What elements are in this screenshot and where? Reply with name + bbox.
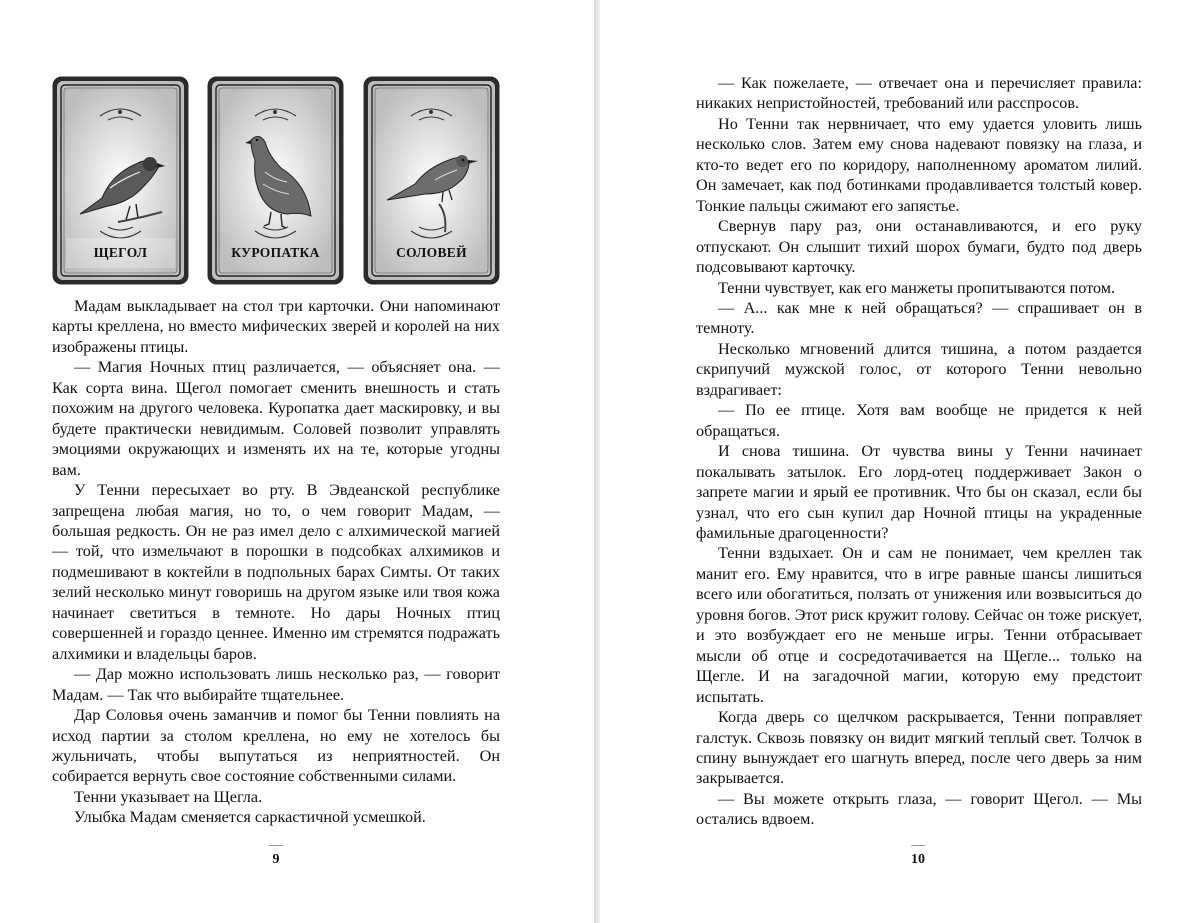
- card-label: КУРОПАТКА: [231, 245, 320, 260]
- paragraph: — Дар можно использовать лишь несколько раз, — говорит Мадам. — Так что выбирайте тщательнее.: [52, 665, 500, 704]
- paragraph: У Тенни пересыхает во рту. В Эвдеанской республике запрещена любая магия, но то, о чем говорит Мадам, — большая редкость. Он не раз имел дело с алхимической магией — той, что измельчают в порошки в подсобках алхимиков и подмешивают в коктейли в подпольных барах Симты. От таких зелий несколько минут говоришь на другом языке или твоя кожа начинает светиться в темноте. Но дары Ночных птиц совершенней и гораздо ценнее. Именно им стремятся подражать алхимики и владельцы баров.: [52, 481, 500, 663]
- page-number-text: 9: [272, 852, 280, 867]
- paragraph: Тенни указывает на Щегла.: [74, 787, 263, 806]
- paragraph: — Вы можете открыть глаза, — говорит Щегол. — Мы остались вдвоем.: [696, 789, 1142, 829]
- page-number-right: [888, 845, 948, 868]
- paragraph: — По ее птице. Хотя вам вообще не придется к ней обращаться.: [696, 401, 1142, 440]
- folio-rule: [269, 845, 283, 846]
- paragraph: Улыбка Мадам сменяется саркастичной усмешкой.: [74, 808, 426, 827]
- paragraph: — А... как мне к ней обращаться? — спрашивает он в темноту.: [696, 298, 1142, 338]
- paragraph: Дар Соловья очень заманчив и помог бы Тенни повлиять на исход партии за столом креллена, но ему не хотелось бы жульничать, чтобы выпутаться из неприятностей. Он собирается вернуть свое состояние собственными силами.: [52, 706, 500, 786]
- paragraph: — Как пожелаете, — отвечает она и перечисляет правила: никаких непристойностей, требований или расспросов.: [696, 74, 1142, 113]
- folio-rule: [911, 845, 925, 846]
- paragraph: Но Тенни так нервничает, что ему удается уловить лишь несколько слов. Затем ему снова надевают повязку на глаза, и кто-то ведет его по коридору, наполненному ароматом лилий. Он замечает, как под ботинками продавливается толстый ковер. Тонкие пальцы сжимают его запястье.: [696, 114, 1142, 215]
- card-goldfinch: [52, 76, 189, 285]
- left-page-body: [52, 296, 500, 828]
- paragraph: Мадам выкладывает на стол три карточки. Они напоминают карты креллена, но вместо мифических зверей и королей на них изображены птицы.: [52, 297, 500, 356]
- paragraph: Свернув пару раз, они останавливаются, и его руку отпускают. Он слышит тихий шорох бумаги, будто под дверь подсовывают карточку.: [696, 217, 1142, 277]
- right-page-body: [696, 73, 1142, 830]
- paragraph: Когда дверь со щелчком раскрывается, Тенни поправляет галстук. Сквозь повязку он видит мягкий теплый свет. Толчок в спину вынуждает его шагнуть вперед, после чего дверь за ним закрывается.: [696, 708, 1142, 788]
- card-nightingale: [363, 76, 500, 285]
- paragraph: Тенни вздыхает. Он и сам не понимает, чем креллен так манит его. Ему нравится, что в игре равные шансы лишиться всего или обогатиться, ползать от унижения или возвыситься до уровня богов. Этот риск кружит голову. Сейчас он тоже рискует, и это возбуждает его не меньше игры. Тенни отбрасывает мысли об отце и сосредотачивается на Щегле... только на Щегле. И на загадочной магии, которую ему предстоит испытать.: [696, 544, 1142, 706]
- paragraph: — Магия Ночных птиц различается, — объясняет она. — Как сорта вина. Щегол помогает сменить внешность и стать похожим на другого человека. Куропатка дает маскировку, и вы будете практически невидимым. Соловей позволит управлять эмоциями окружающих и изменять их на те, которые угодны вам.: [52, 358, 500, 479]
- card-label: ЩЕГОЛ: [93, 245, 148, 260]
- paragraph: Тенни чувствует, как его манжеты пропитываются потом.: [718, 278, 1116, 297]
- card-partridge: [207, 76, 344, 285]
- page-number-left: [246, 845, 306, 868]
- card-label: СОЛОВЕЙ: [396, 245, 467, 260]
- paragraph: Несколько мгновений длится тишина, а потом раздается скрипучий мужской голос, от которого Тенни невольно вздрагивает:: [696, 339, 1142, 399]
- paragraph: И снова тишина. От чувства вины у Тенни начинает покалывать затылок. Его лорд-отец поддерживает Закон о запрете магии и ярый ее противник. Что бы он сказал, если бы узнал, что его сын купил дар Ночной птицы на украденные фамильные драгоценности?: [696, 442, 1142, 542]
- page-number-text: 10: [911, 852, 925, 867]
